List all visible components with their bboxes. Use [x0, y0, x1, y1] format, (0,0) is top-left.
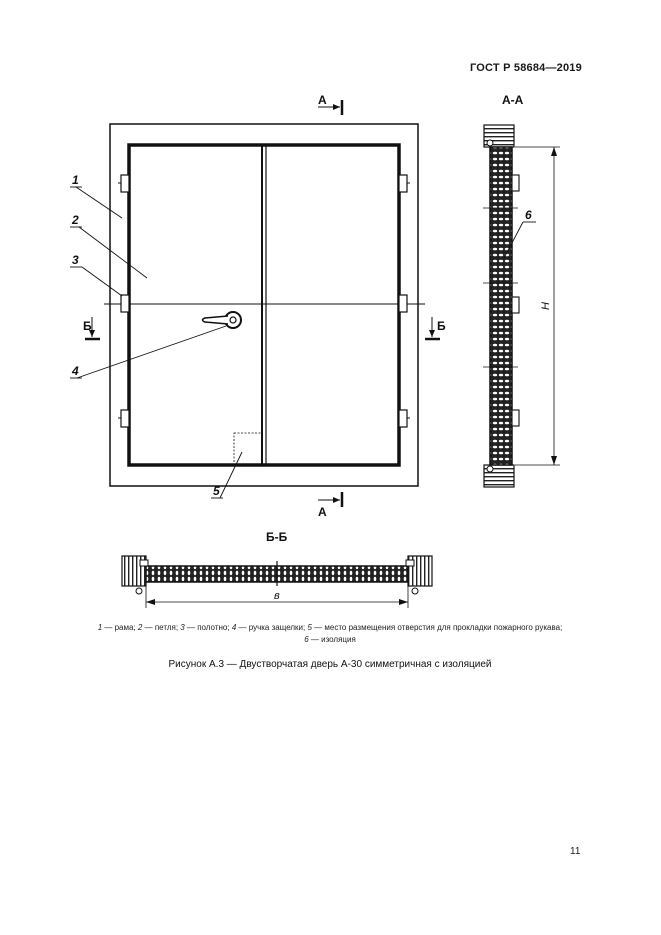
- section-mark-b-left: Б: [83, 319, 92, 333]
- legend-text: полотно;: [197, 623, 230, 632]
- legend-line-1: 1 — рама; 2 — петля; 3 — полотно; 4 — ручка защелки; 5 — место размещения отверстия для прокладки пожарного рукава;: [97, 623, 563, 632]
- latch-lever: [203, 316, 229, 324]
- figure-legend: [30, 622, 630, 646]
- legend-num: 3: [180, 623, 185, 632]
- callout-5: 5: [213, 484, 220, 498]
- legend-text: ручка защелки;: [248, 623, 306, 632]
- legend-text: место размещения отверстия для прокладки пожарного рукава;: [324, 623, 563, 632]
- hinge: [399, 410, 407, 427]
- legend-line-2: 6 — изоляция: [304, 635, 356, 644]
- width-dimension: в: [274, 590, 280, 602]
- standard-number: ГОСТ Р 58684—2019: [470, 62, 582, 74]
- hinge: [121, 295, 129, 312]
- door-leaves: [129, 145, 399, 465]
- door-frame-outer: [110, 124, 418, 486]
- callout-1: 1: [72, 173, 79, 187]
- legend-num: 5: [307, 623, 312, 632]
- legend-num: 4: [231, 623, 237, 632]
- section-mark-b-right: Б: [437, 319, 446, 333]
- hinge: [399, 295, 407, 312]
- callout-3: 3: [72, 253, 79, 267]
- front-view: [70, 100, 440, 507]
- legend-text: петля;: [154, 623, 179, 632]
- legend-num: 6: [304, 635, 309, 644]
- view-title-aa: А-А: [502, 93, 524, 107]
- hinge: [121, 410, 129, 427]
- legend-text: изоляция: [321, 635, 356, 644]
- figure-caption: Рисунок А.3 — Двустворчатая дверь А-30 симметричная с изоляцией: [168, 659, 492, 670]
- callout-6: 6: [525, 208, 532, 222]
- legend-num: 2: [137, 623, 143, 632]
- legend-num: 1: [97, 623, 103, 632]
- hinge: [399, 175, 407, 192]
- hinge: [121, 175, 129, 192]
- height-dimension: Н: [540, 302, 552, 310]
- section-mark-a-top: А: [318, 93, 327, 107]
- view-title-bb: Б-Б: [266, 530, 288, 544]
- page-number: 11: [570, 846, 581, 857]
- callout-4: 4: [72, 364, 79, 378]
- section-mark-a-bottom: А: [318, 505, 327, 519]
- callout-2: 2: [72, 213, 79, 227]
- legend-text: рама;: [114, 623, 136, 632]
